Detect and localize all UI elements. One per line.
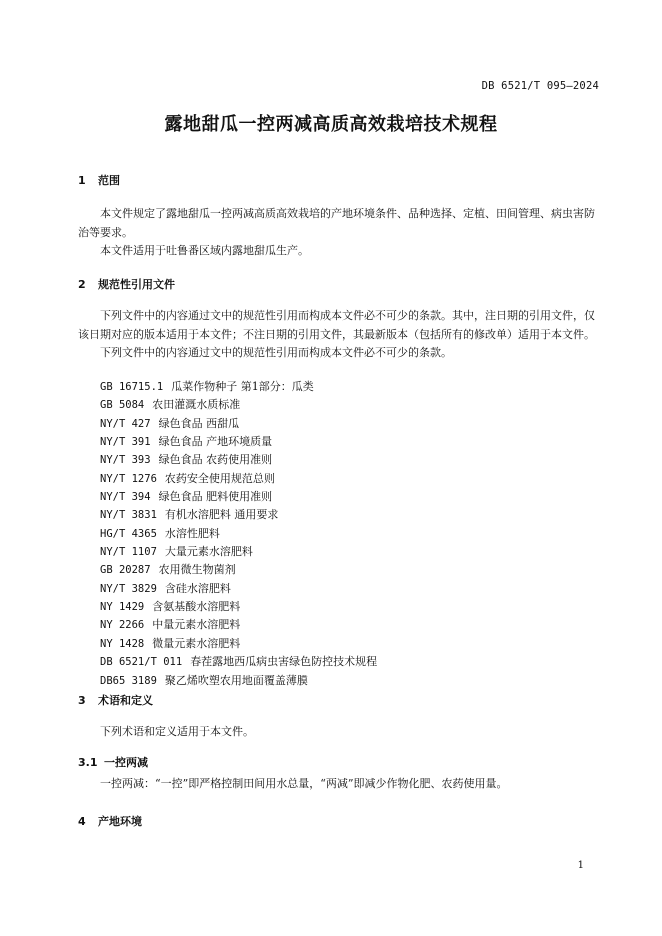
reference-code: NY/T 427 bbox=[100, 417, 151, 430]
section-number: 1 bbox=[78, 174, 86, 187]
section-number: 3 bbox=[78, 694, 86, 707]
reference-code: NY/T 391 bbox=[100, 436, 151, 449]
paragraph: 下列术语和定义适用于本文件。 bbox=[100, 725, 254, 738]
page-number: 1 bbox=[577, 860, 584, 871]
reference-code: NY 1428 bbox=[100, 637, 145, 650]
reference-item bbox=[100, 415, 377, 433]
reference-item bbox=[100, 543, 377, 561]
paragraph: 本文件规定了露地甜瓜一控两减高质高效栽培的产地环境条件、品种选择、定植、田间管理、病虫害防治等要求。 bbox=[78, 207, 595, 239]
reference-item bbox=[100, 635, 377, 653]
section-title: 规范性引用文件 bbox=[98, 278, 175, 291]
section-title: 范围 bbox=[98, 174, 120, 187]
reference-title: 中量元素水溶肥料 bbox=[152, 618, 241, 632]
normative-reference-list bbox=[100, 378, 377, 690]
reference-code: NY 1429 bbox=[100, 601, 145, 614]
reference-title: 农用微生物菌剂 bbox=[158, 563, 236, 577]
reference-code: GB 5084 bbox=[100, 399, 145, 412]
document-title: 露地甜瓜一控两减高质高效栽培技术规程 bbox=[164, 114, 498, 135]
reference-code: GB 20287 bbox=[100, 564, 151, 577]
section-1-heading bbox=[78, 172, 120, 188]
section-3-body bbox=[78, 723, 600, 742]
section-4-heading bbox=[78, 813, 142, 829]
reference-code: NY/T 3831 bbox=[100, 509, 157, 522]
reference-code: NY/T 394 bbox=[100, 491, 151, 504]
paragraph: 一控两减：“一控”即严格控制田间用水总量，“两减”即减少作物化肥、农药使用量。 bbox=[100, 777, 508, 790]
reference-code: DB 6521/T 011 bbox=[100, 656, 183, 669]
reference-item bbox=[100, 580, 377, 598]
reference-code: NY 2266 bbox=[100, 619, 145, 632]
section-3-1-heading bbox=[78, 754, 148, 770]
reference-item bbox=[100, 561, 377, 579]
paragraph: 下列文件中的内容通过文中的规范性引用而构成本文件必不可少的条款。 bbox=[100, 346, 452, 359]
reference-title: 微量元素水溶肥料 bbox=[152, 636, 241, 650]
reference-item bbox=[100, 451, 377, 469]
reference-title: 有机水溶肥料 通用要求 bbox=[164, 508, 279, 522]
reference-title: 绿色食品 产地环境质量 bbox=[158, 435, 273, 449]
reference-title: 含氨基酸水溶肥料 bbox=[152, 600, 241, 614]
reference-code: HG/T 4365 bbox=[100, 527, 157, 540]
reference-code: GB 16715.1 bbox=[100, 381, 164, 393]
reference-item bbox=[100, 506, 377, 524]
reference-item bbox=[100, 396, 377, 414]
reference-code: DB65 3189 bbox=[100, 674, 157, 687]
paragraph: 下列文件中的内容通过文中的规范性引用而构成本文件必不可少的条款。其中，注日期的引用文件，仅该日期对应的版本适用于本文件；不注日期的引用文件，其最新版本（包括所有的修改单）适用于本文件。 bbox=[78, 309, 595, 341]
reference-code: NY/T 393 bbox=[100, 454, 151, 467]
paragraph: 本文件适用于吐鲁番区域内露地甜瓜生产。 bbox=[100, 244, 309, 257]
document-code: DB 6521/T 095—2024 bbox=[481, 80, 599, 92]
reference-item bbox=[100, 433, 377, 451]
reference-title: 聚乙烯吹塑农用地面覆盖薄膜 bbox=[164, 673, 308, 687]
section-title: 产地环境 bbox=[98, 815, 142, 828]
reference-title: 农药安全使用规范总则 bbox=[164, 471, 275, 485]
section-3-1-body bbox=[78, 775, 600, 794]
reference-item bbox=[100, 378, 377, 396]
reference-title: 农田灌溉水质标准 bbox=[152, 398, 241, 412]
reference-item bbox=[100, 470, 377, 488]
reference-title: 大量元素水溶肥料 bbox=[164, 545, 253, 559]
reference-title: 绿色食品 肥料使用准则 bbox=[158, 490, 273, 504]
reference-title: 春茬露地西瓜病虫害绿色防控技术规程 bbox=[190, 655, 378, 669]
reference-title: 绿色食品 西甜瓜 bbox=[158, 416, 240, 430]
section-number: 3.1 bbox=[78, 756, 98, 769]
reference-title: 含硅水溶肥料 bbox=[164, 581, 231, 595]
reference-code: NY/T 3829 bbox=[100, 582, 157, 595]
section-title: 一控两减 bbox=[104, 756, 148, 769]
reference-code: NY/T 1107 bbox=[100, 546, 157, 559]
reference-code: NY/T 1276 bbox=[100, 472, 157, 485]
section-number: 2 bbox=[78, 278, 86, 291]
reference-item bbox=[100, 488, 377, 506]
section-2-heading bbox=[78, 276, 175, 292]
reference-title: 水溶性肥料 bbox=[164, 526, 220, 540]
section-1-body bbox=[78, 205, 600, 261]
section-2-body bbox=[78, 307, 600, 363]
reference-title: 绿色食品 农药使用准则 bbox=[158, 453, 273, 467]
reference-item bbox=[100, 525, 377, 543]
reference-title: 瓜菜作物种子 第1部分：瓜类 bbox=[171, 380, 314, 393]
section-number: 4 bbox=[78, 815, 86, 828]
reference-item bbox=[100, 653, 377, 671]
section-3-heading bbox=[78, 692, 153, 708]
section-title: 术语和定义 bbox=[98, 694, 153, 707]
reference-item bbox=[100, 672, 377, 690]
reference-item bbox=[100, 598, 377, 616]
reference-item bbox=[100, 616, 377, 634]
